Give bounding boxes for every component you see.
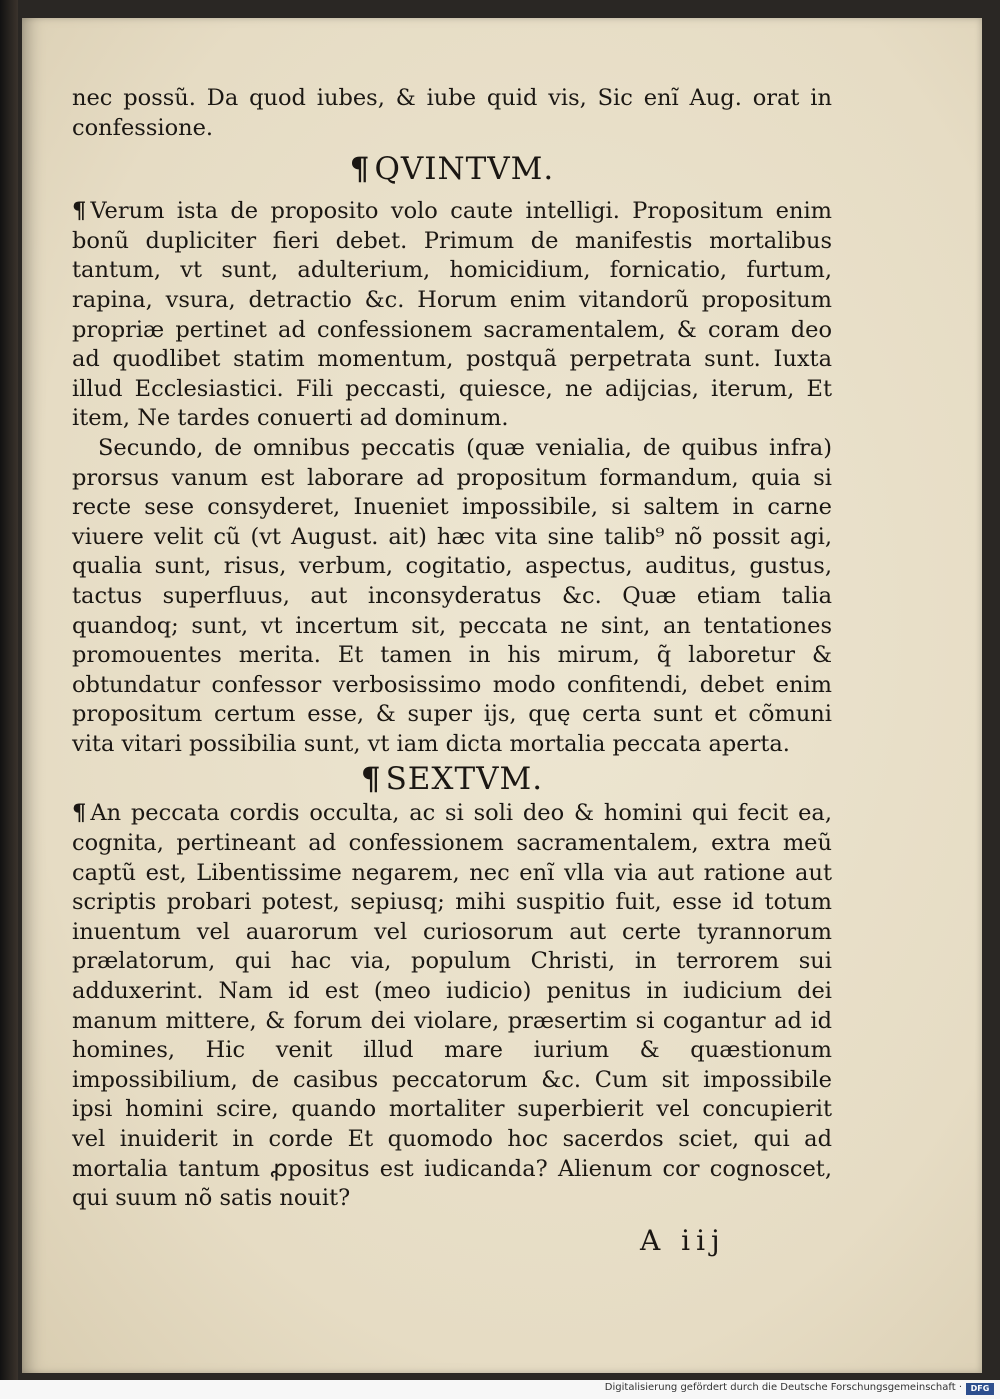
book-binding <box>0 0 18 1380</box>
section-sextum-text: An peccata cordis occulta, ac si soli deo & homini qui fecit ea, cognita, pertineant ad confessionem sacramentalem, extra meũ captũ est, Libentissime negarem, nec enĩ vlla via aut ratione aut scriptis probari potest, sepiusq; mihi suspitio fuit, esse id totum inuentum vel auarorum vel curiosorum aut certe tyrannorum prælatorum, qui hac via, populum Christi, in terrorem sui adduxerint. Nam id est (meo iudicio) penitus in iudicium dei manum mittere, & forum dei violare, præsertim si cogantur ad id homines, Hic venit illud mare iurium & quæstionum impossibilium, de casibus peccatorum &c. Cum sit impossibile ipsi homini scire, quando mortaliter superbierit vel concupierit vel inuiderit in corde Et quomodo hoc sacerdos sciet, qui ad mortalia tantum ꝓpositus est iudicanda? Alienum cor cognoscet, qui suum nõ satis nouit? <box>72 800 832 1212</box>
pilcrow-mark: ¶ <box>349 151 371 188</box>
footer-credit-text: Digitalisierung gefördert durch die Deutsche Forschungsgemeinschaft · <box>604 1382 962 1393</box>
heading-sextum-label: SEXTVM. <box>385 761 544 798</box>
section-quintum-paragraph-2: Secundo, de omnibus peccatis (quæ venialia, de quibus infra) prorsus vanum est laborare ad propositum formandum, quia si recte sese consyderet, Inueniet impossibile, si saltem in carne viuere velit cũ (vt August. ait) hæc vita sine talib⁹ nõ possit agi, qualia sunt, risus, verbum, cogitatio, aspectus, auditus, gustus, tactus superfluus, aut inconsyderatus &c. Quæ etiam talia quandoq; sunt, vt incertum sit, peccata ne sint, an tentationes promouentes merita. Et tamen in his mirum, q̃ laboretur & obtundatur confessor verbosissimo modo confitendi, debet enim propositum certum esse, & super ijs, quę certa sunt et cõmuni vita vitari possibilia sunt, vt iam dicta mortalia peccata aperta. <box>72 434 832 757</box>
footer-credit-bar <box>0 1380 1000 1399</box>
section-quintum-paragraph-1 <box>72 197 832 434</box>
pilcrow-mark: ¶ <box>360 761 382 798</box>
heading-quintum-label: QVINTVM. <box>374 151 555 188</box>
heading-sextum <box>72 759 832 799</box>
dfg-logo: DFG <box>966 1383 994 1395</box>
section-sextum-paragraph <box>72 799 832 1213</box>
pilcrow-mark: ¶ <box>72 800 87 827</box>
page-text <box>72 84 832 1214</box>
signature-mark: A iij <box>640 1224 726 1257</box>
book-page <box>22 18 982 1373</box>
opening-text: nec possũ. Da quod iubes, & iube quid vis, Sic enĩ Aug. orat in confessione. <box>72 85 832 141</box>
section-quintum-text-1: Verum ista de proposito volo caute intelligi. Propositum enim bonũ dupliciter fieri debet. Primum de manifestis mortalibus tantum, vt sunt, adulterium, homicidium, fornicatio, furtum, rapina, vsura, detractio &c. Horum enim vitandorũ propositum propriæ pertinet ad confessionem sacramentalem, & coram deo ad quodlibet statim momentum, postquã perpetrata sunt. Iuxta illud Ecclesiastici. Fili peccasti, quiesce, ne adijcias, iterum, Et item, Ne tardes conuerti ad dominum. <box>72 198 832 432</box>
heading-quintum <box>72 147 832 191</box>
pilcrow-mark: ¶ <box>72 198 87 225</box>
